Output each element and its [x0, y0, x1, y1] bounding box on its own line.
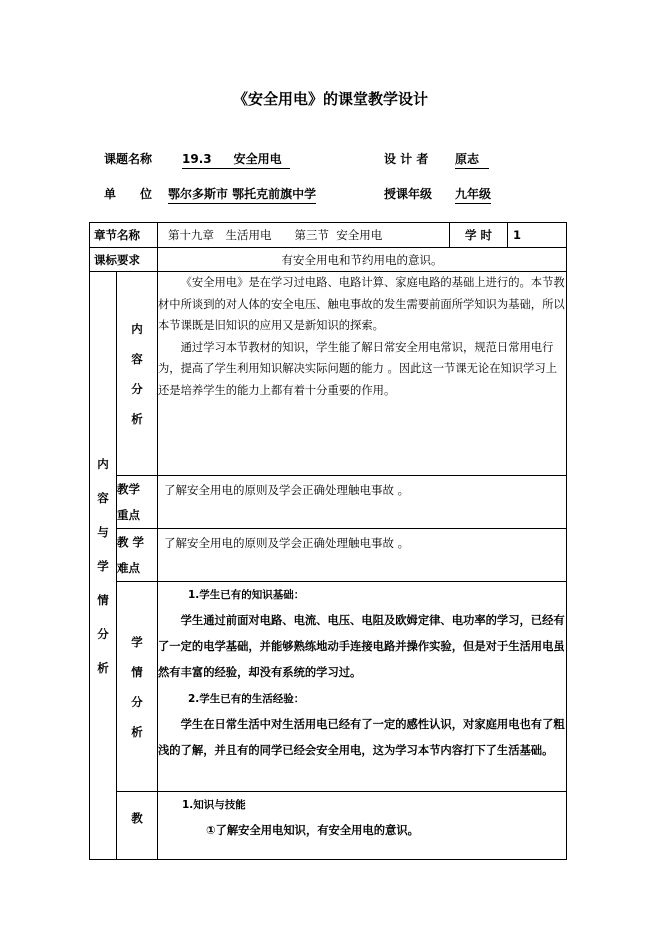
- learner-analysis-row: [90, 582, 567, 792]
- unit-label: 单 位: [104, 187, 153, 201]
- lesson-plan-table: [89, 222, 567, 860]
- requirement-value: 有安全用电和节约用电的意识。: [158, 248, 567, 272]
- key-point-row: [90, 476, 567, 529]
- learner-analysis-text: [158, 582, 567, 792]
- grade-value: 九年级: [455, 185, 491, 204]
- difficulty-value: 了解安全用电的原则及学会正确处理触电事故 。: [158, 529, 567, 582]
- key-point-value: 了解安全用电的原则及学会正确处理触电事故 。: [158, 476, 567, 529]
- chapter-value: 第十九章 生活用电 第三节 安全用电: [158, 223, 450, 248]
- difficulty-row: [90, 529, 567, 582]
- hours-label: 学 时: [450, 223, 508, 248]
- teaching-goals-text: [158, 792, 567, 860]
- learner-paragraph-1: 学生通过前面对电路、电流、电压、电阻及欧姆定律、电功率的学习，已经有了一定的电学基础，并能够熟练地动手连接电路并操作实验，但是对于生活用电虽然有丰富的经验，却没有系统的学习过。: [158, 614, 565, 679]
- hours-value: 1: [508, 223, 567, 248]
- content-paragraph-1: 《安全用电》是在学习过电路、电路计算、家庭电路的基础上进行的。本节教材中所谈到的对人体的安全电压、触电事故的发生需要前面所学知识为基础，所以本节课既是旧知识的应用又是新知识的探索。: [158, 276, 565, 332]
- content-analysis-text: [158, 272, 567, 476]
- content-analysis-row: [90, 272, 567, 476]
- knowledge-goal-1: ①了解安全用电知识，有安全用电的意识。: [206, 824, 419, 837]
- document-title: 《安全用电》的课堂教学设计: [232, 90, 428, 108]
- content-analysis-label: 内 容 分 析: [117, 272, 158, 476]
- topic-number: 19.3: [182, 152, 212, 166]
- requirement-label: 课标要求: [90, 248, 158, 272]
- teaching-goals-row: [90, 792, 567, 860]
- learner-analysis-label: 学 情 分 析: [117, 582, 158, 792]
- topic-label: 课题名称: [104, 152, 153, 166]
- key-point-label: 教学 重点: [117, 476, 158, 529]
- content-paragraph-2: 通过学习本节教材的知识，学生能了解日常安全用电常识，规范日常用电行为，提高了学生利用知识解决实际问题的能力 。因此这一节课无论在知识学习上还是培养学生的能力上都有着十分重要的作用。: [158, 340, 557, 397]
- chapter-row: [90, 223, 567, 248]
- chapter-label: 章节名称: [90, 223, 158, 248]
- requirement-row: [90, 248, 567, 272]
- topic-value: [182, 150, 290, 169]
- topic-name: 安全用电: [233, 152, 282, 166]
- learner-heading-2: 2.学生已有的生活经验：: [188, 693, 305, 705]
- unit-value: 鄂尔多斯市 鄂托克前旗中学: [168, 185, 316, 204]
- content-and-learner-analysis-label: 内 容 与 学 情 分 析: [90, 272, 117, 860]
- knowledge-skills-heading: 1.知识与技能: [182, 799, 246, 811]
- grade-label: 授课年级: [384, 187, 433, 201]
- difficulty-label: 教 学 难点: [117, 529, 158, 582]
- designer-value: 原志: [455, 150, 489, 169]
- learner-paragraph-2: 学生在日常生活中对生活用电已经有了一定的感性认识，对家庭用电也有了粗浅的了解，并且有的同学已经会安全用电，这为学习本节内容打下了生活基础。: [158, 718, 565, 757]
- learner-heading-1: 1.学生已有的知识基础：: [188, 589, 305, 601]
- designer-label: 设 计 者: [384, 152, 429, 166]
- teaching-goals-label: 教: [117, 792, 158, 860]
